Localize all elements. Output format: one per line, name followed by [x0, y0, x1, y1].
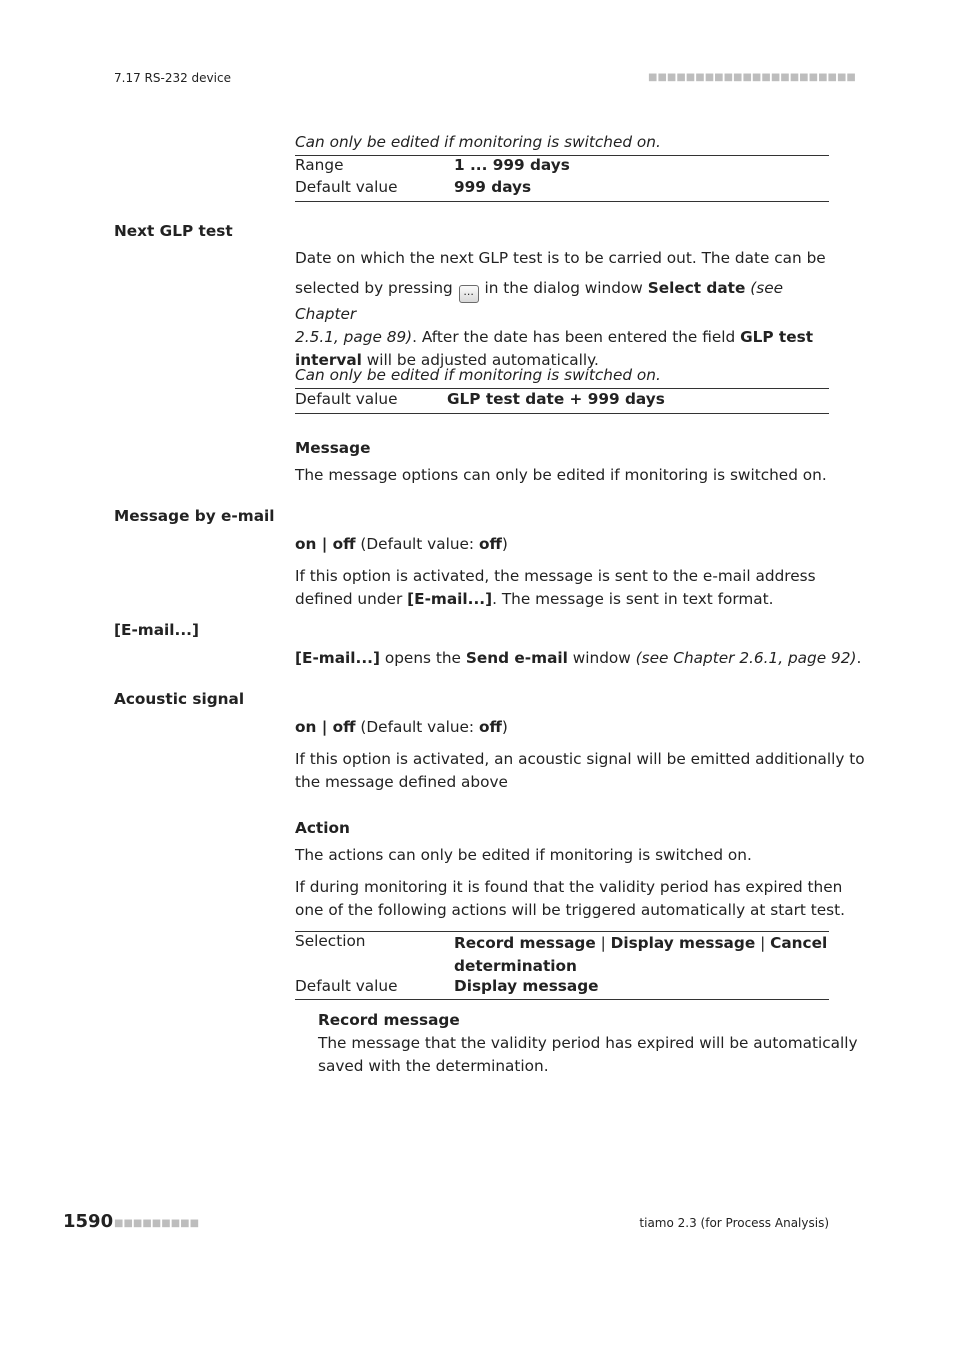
- edit-note: Can only be edited if monitoring is switched on.: [295, 366, 661, 384]
- chapter-ref: 2.5.1, page 89): [295, 328, 413, 346]
- email-onoff-line: [295, 533, 508, 556]
- text: . The message is sent in text format.: [492, 590, 774, 608]
- text-line: one of the following actions will be triggered automatically at start test.: [295, 901, 845, 919]
- text-line: If this option is activated, the message is sent to the e-mail address: [295, 567, 816, 585]
- option-cancel-determination: Cancel: [770, 934, 828, 952]
- product-name: tiamo 2.3 (for Process Analysis): [639, 1216, 829, 1230]
- record-message-heading: Record message: [318, 1011, 460, 1029]
- text-line: [295, 588, 816, 611]
- table-rule: [295, 388, 829, 389]
- ellipsis-button-icon: ...: [459, 285, 479, 303]
- chapter-ref: (see Chapter 2.6.1, page 92): [635, 649, 857, 667]
- text: ): [501, 535, 508, 553]
- send-email-term: Send e-mail: [465, 649, 568, 667]
- record-message-description: [318, 1032, 858, 1078]
- default-value: Display message: [454, 977, 599, 995]
- email-term: [E-mail...]: [295, 649, 380, 667]
- text-line: [295, 326, 835, 349]
- option-cancel-determination: determination: [454, 957, 577, 975]
- table-rule: [295, 999, 829, 1000]
- page-number: 1590: [63, 1211, 114, 1232]
- edit-note: Can only be edited if monitoring is switched on.: [295, 133, 661, 151]
- acoustic-signal-heading: Acoustic signal: [114, 690, 245, 708]
- text-line: [454, 932, 829, 955]
- text: in the dialog window: [484, 279, 643, 297]
- text: (Default value:: [360, 718, 475, 736]
- separator: |: [600, 934, 606, 952]
- message-heading: Message: [295, 439, 371, 457]
- option-record-message: Record message: [454, 934, 596, 952]
- text-line: Date on which the next GLP test is to be carried out. The date can be: [295, 249, 826, 267]
- action-text: The actions can only be edited if monitoring is switched on.: [295, 846, 752, 864]
- onoff-value: on | off: [295, 718, 356, 736]
- text: selected by pressing: [295, 279, 453, 297]
- table-rule: [295, 413, 829, 414]
- default-label: Default value: [295, 178, 398, 196]
- text: .: [856, 649, 862, 667]
- default-off: off: [478, 718, 502, 736]
- text-line: [295, 277, 835, 326]
- text-line: If this option is activated, an acoustic signal will be emitted additionally to: [295, 750, 865, 768]
- text-line: If during monitoring it is found that the validity period has expired then: [295, 878, 843, 896]
- acoustic-onoff-line: [295, 716, 508, 739]
- default-value: GLP test date + 999 days: [447, 390, 665, 408]
- text-line: The message that the validity period has expired will be automatically: [318, 1034, 858, 1052]
- text: . After the date has been entered the field: [412, 328, 736, 346]
- default-label: Default value: [295, 977, 398, 995]
- email-button-description: [295, 647, 861, 670]
- chapter-ref: (see Chapter: [295, 279, 784, 323]
- selection-values: [454, 932, 829, 978]
- text: (Default value:: [360, 535, 475, 553]
- onoff-value: on | off: [295, 535, 356, 553]
- text: will be adjusted automatically.: [366, 351, 599, 369]
- action-description: [295, 876, 845, 922]
- text: ): [501, 718, 508, 736]
- next-glp-description: [295, 247, 835, 372]
- email-description: [295, 565, 816, 611]
- glp-test-interval-term: interval: [295, 351, 362, 369]
- separator: |: [760, 934, 766, 952]
- next-glp-test-heading: Next GLP test: [114, 222, 233, 240]
- email-term: [E-mail...]: [407, 590, 493, 608]
- text-line: the message defined above: [295, 773, 508, 791]
- selection-label: Selection: [295, 932, 366, 950]
- range-label: Range: [295, 156, 344, 174]
- table-rule: [295, 201, 829, 202]
- header-decoration: ■■■■■■■■■■■■■■■■■■■■■■: [648, 72, 856, 83]
- text-line: saved with the determination.: [318, 1057, 549, 1075]
- acoustic-description: [295, 748, 865, 794]
- default-label: Default value: [295, 390, 398, 408]
- email-button-heading: [E-mail...]: [114, 621, 199, 639]
- range-value: 1 ... 999 days: [454, 156, 570, 174]
- glp-test-interval-term: GLP test: [740, 328, 814, 346]
- running-header-section: 7.17 RS-232 device: [114, 71, 231, 85]
- footer-decoration: ■■■■■■■■■: [114, 1218, 200, 1229]
- message-by-email-heading: Message by e-mail: [114, 507, 275, 525]
- text: window: [572, 649, 631, 667]
- select-date-term: Select date: [647, 279, 746, 297]
- option-display-message: Display message: [610, 934, 756, 952]
- action-heading: Action: [295, 819, 350, 837]
- text: defined under: [295, 590, 403, 608]
- message-text: The message options can only be edited if monitoring is switched on.: [295, 466, 827, 484]
- default-value: 999 days: [454, 178, 532, 196]
- text: opens the: [384, 649, 461, 667]
- default-off: off: [478, 535, 502, 553]
